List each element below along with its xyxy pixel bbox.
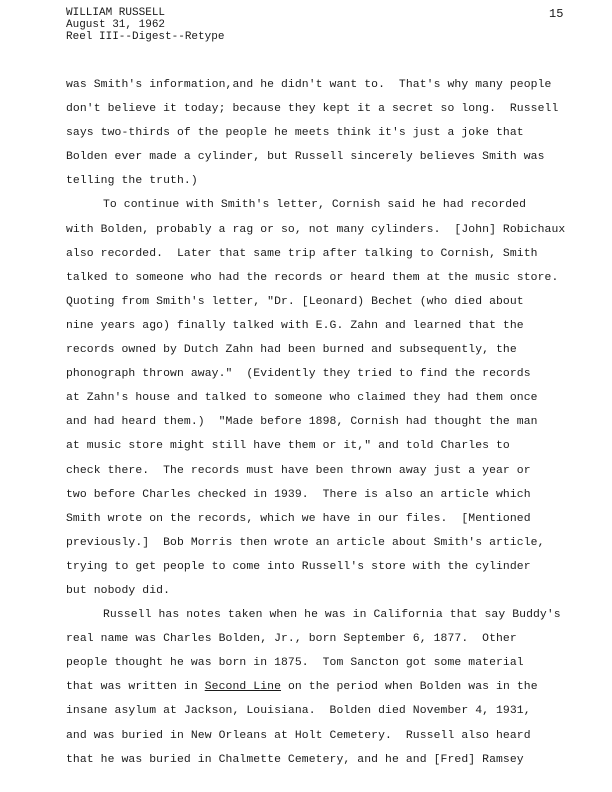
text-line: and had heard them.) "Made before 1898, Cornish had thought the man bbox=[66, 416, 538, 429]
text-line: nine years ago) finally talked with E.G. Zahn and learned that the bbox=[66, 319, 524, 332]
text-line: Smith wrote on the records, which we have in our files. [Mentioned bbox=[66, 512, 531, 525]
text-line: at music store might still have them or it," and told Charles to bbox=[66, 440, 510, 453]
body-text bbox=[66, 73, 565, 772]
text-line: Bolden ever made a cylinder, but Russell sincerely believes Smith was bbox=[66, 151, 545, 164]
text-line: previously.] Bob Morris then wrote an article about Smith's article, bbox=[66, 536, 545, 549]
text-line: was Smith's information,and he didn't want to. That's why many people bbox=[66, 79, 552, 91]
publication-title: Second Line bbox=[204, 681, 282, 694]
text-segment: that was written in bbox=[66, 681, 205, 694]
text-line: phonograph thrown away." (Evidently they tried to find the records bbox=[66, 368, 531, 381]
text-segment: on the period when Bolden was in the bbox=[281, 681, 538, 694]
text-line: talked to someone who had the records or heard them at the music store. bbox=[66, 271, 559, 284]
header-name: WILLIAM RUSSELL bbox=[66, 7, 166, 19]
text-line: check there. The records must have been thrown away just a year or bbox=[66, 464, 531, 477]
text-line: that he was buried in Chalmette Cemetery, and he and [Fred] Ramsey bbox=[66, 753, 524, 766]
paragraph-start-line: To continue with Smith's letter, Cornish said he had recorded bbox=[103, 199, 527, 212]
text-line: at Zahn's house and talked to someone who claimed they had them once bbox=[66, 392, 538, 405]
text-line: with Bolden, probably a rag or so, not many cylinders. [John] Robichaux bbox=[66, 223, 566, 236]
text-line: records owned by Dutch Zahn had been burned and subsequently, the bbox=[66, 344, 517, 357]
text-line: and was buried in New Orleans at Holt Cemetery. Russell also heard bbox=[66, 729, 531, 742]
text-line: insane asylum at Jackson, Louisiana. Bolden died November 4, 1931, bbox=[66, 705, 531, 718]
text-line: people thought he was born in 1875. Tom Sancton got some material bbox=[66, 657, 524, 670]
text-line: also recorded. Later that same trip after talking to Cornish, Smith bbox=[66, 247, 538, 260]
text-line: real name was Charles Bolden, Jr., born September 6, 1877. Other bbox=[66, 633, 517, 646]
text-line: Quoting from Smith's letter, "Dr. [Leonard) Bechet (who died about bbox=[66, 295, 524, 308]
text-line: don't believe it today; because they kept it a secret so long. Russell bbox=[66, 103, 559, 116]
header-reel: Reel III--Digest--Retype bbox=[66, 31, 225, 43]
paragraph-start-line: Russell has notes taken when he was in California that say Buddy's bbox=[103, 609, 561, 622]
page-number: 15 bbox=[549, 7, 564, 21]
text-line: says two-thirds of the people he meets think it's just a joke that bbox=[66, 127, 524, 140]
text-line: but nobody did. bbox=[66, 584, 171, 597]
header-date: August 31, 1962 bbox=[66, 19, 166, 31]
page-header bbox=[66, 7, 224, 43]
text-line: telling the truth.) bbox=[66, 175, 198, 188]
text-line: trying to get people to come into Russell's store with the cylinder bbox=[66, 560, 531, 573]
text-line-with-title bbox=[66, 675, 565, 699]
text-line: two before Charles checked in 1939. There is also an article which bbox=[66, 488, 531, 501]
